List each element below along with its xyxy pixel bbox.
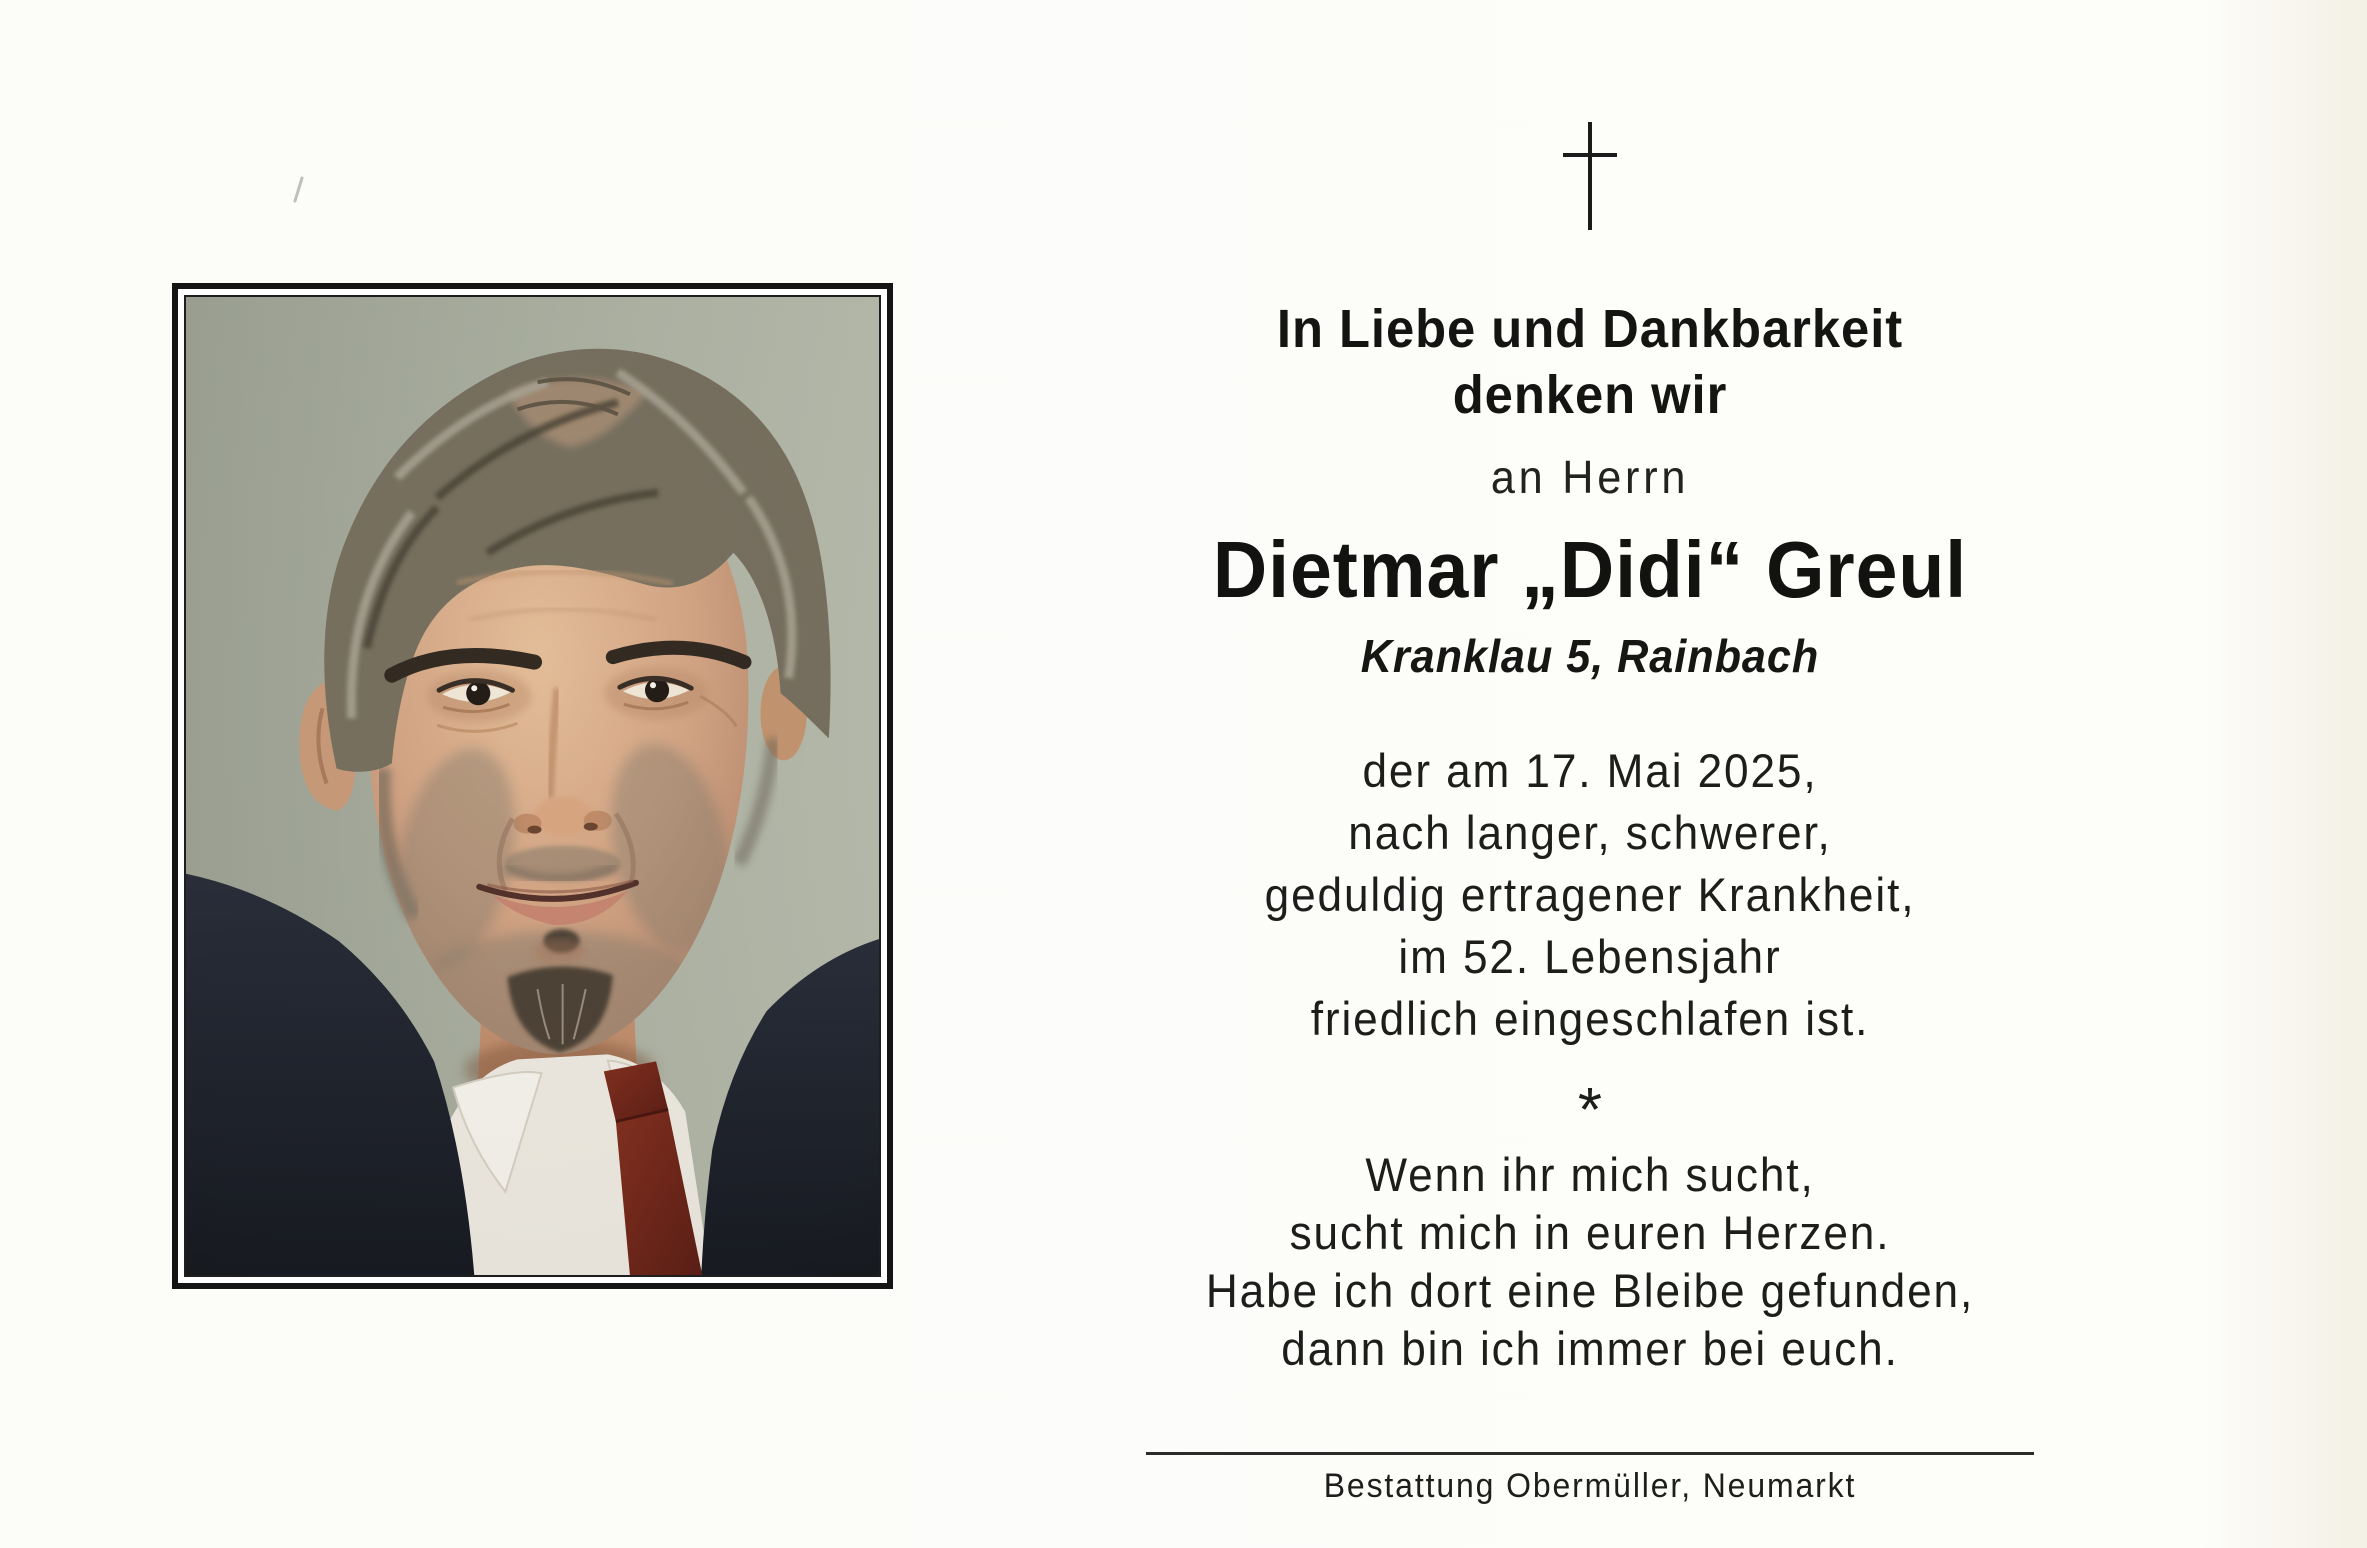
obituary-line: der am 17. Mai 2025,	[1362, 744, 1818, 797]
portrait-photo-frame	[172, 283, 893, 1289]
obituary-text	[1167, 740, 2013, 1050]
obituary-line: geduldig ertragener Krankheit,	[1264, 868, 1916, 921]
obituary-line: friedlich eingeschlafen ist.	[1310, 992, 1870, 1045]
poem-line: sucht mich in euren Herzen.	[1289, 1206, 1891, 1259]
portrait-illustration	[186, 297, 879, 1275]
deceased-address: Kranklau 5, Rainbach	[1360, 630, 1820, 682]
memorial-text-column	[1140, 0, 2040, 1548]
cross-icon	[1563, 122, 1617, 230]
intro-line-2: denken wir	[1452, 365, 1728, 425]
poem-line: Habe ich dort eine Bleibe gefunden,	[1205, 1264, 1975, 1317]
intro-line-1: In Liebe und Dankbarkeit	[1276, 299, 1904, 359]
scan-artifact	[293, 176, 304, 203]
footer-divider	[1146, 1452, 2034, 1455]
intro-text	[1167, 296, 2013, 428]
poem-line: Wenn ihr mich sucht,	[1365, 1148, 1815, 1201]
deceased-name: Dietmar „Didi“ Greul	[1212, 525, 1968, 614]
photo-vignette	[186, 297, 879, 1275]
poem-line: dann bin ich immer bei euch.	[1281, 1322, 1899, 1375]
obituary-line: nach langer, schwerer,	[1348, 806, 1832, 859]
asterisk-separator-icon: *	[1577, 1076, 1603, 1145]
portrait-photo	[184, 295, 881, 1277]
funeral-home-footer: Bestattung Obermüller, Neumarkt	[1323, 1467, 1857, 1505]
obituary-line: im 52. Lebensjahr	[1398, 930, 1782, 983]
salutation: an Herrn	[1490, 451, 1690, 503]
poem-text	[1167, 1146, 2013, 1378]
